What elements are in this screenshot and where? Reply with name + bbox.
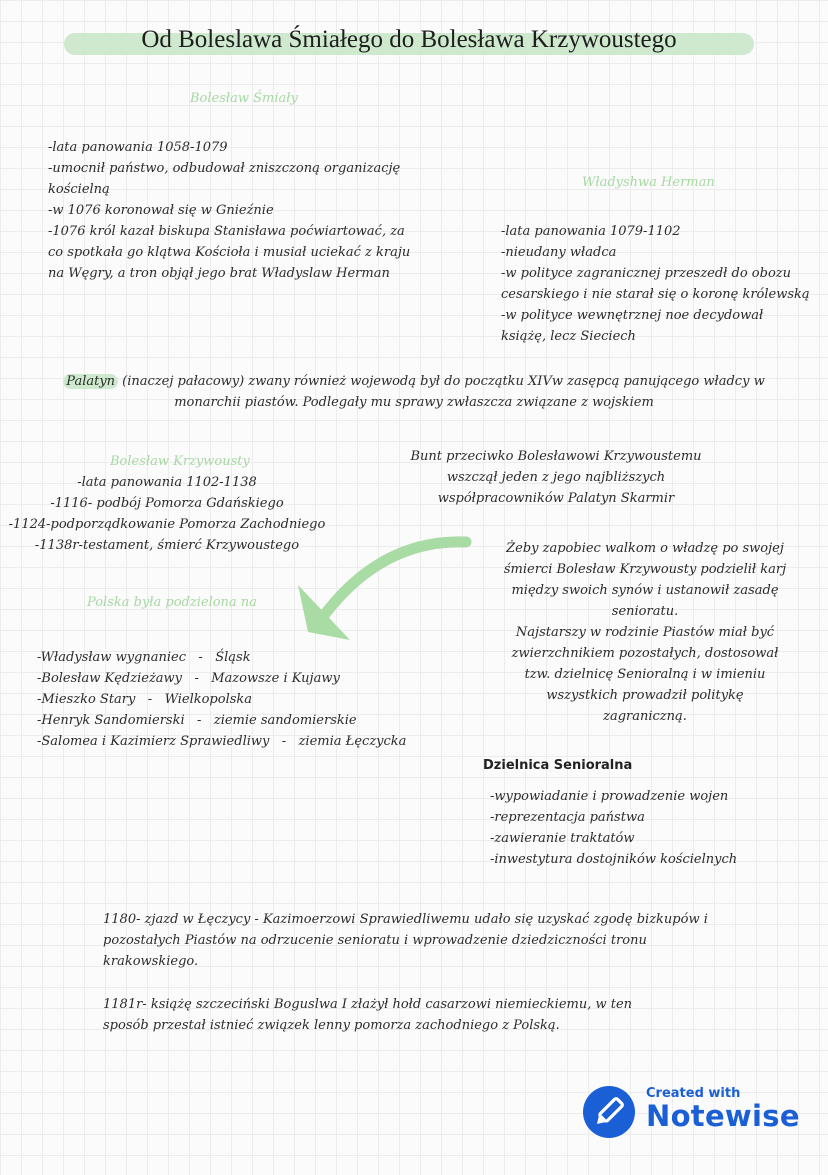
note-line: -reprezentacja państwa <box>490 810 645 825</box>
palatyn-line-1-text: (inaczej pałacowy) zwany również wojewodą był do początku XIVw zasępcą panującego władcy w <box>118 374 765 389</box>
note-line: -zawieranie traktatów <box>490 831 635 846</box>
notewise-logo <box>582 1083 812 1143</box>
note-line: -lata panowania 1102-1138 <box>77 475 257 490</box>
palatyn-highlight: Palatyn <box>63 374 118 389</box>
note-line: 1180- zjazd w Łęczycy - Kazimoerzowi Sprawiedliwemu udało się uzyskać zgodę bizkupów i <box>103 912 708 927</box>
pencil-icon <box>582 1085 636 1139</box>
curved-arrow-icon <box>290 530 480 645</box>
note-line: -w polityce zagranicznej przeszedł do obozu <box>501 266 792 281</box>
heading-podzial: Polska była podzielona na <box>87 595 257 610</box>
heading-boleslaw-smialy: Bolesław Śmiały <box>190 91 298 106</box>
note-line: co spotkała go klątwa Kościoła i musiał uciekać z kraju <box>48 245 411 260</box>
list-item: -Bolesław Kędzieżawy - Mazowsze i Kujawy <box>37 671 340 686</box>
wladyslaw-herman-notes <box>501 221 810 347</box>
note-line: -lata panowania 1058-1079 <box>48 140 228 155</box>
note-line: śmierci Bolesław Krzywousty podzielił karj <box>503 562 787 577</box>
heading-dzielnica-senioralna: Dzielnica Senioralna <box>483 758 633 773</box>
note-line: na Węgry, a tron objął jego brat Władyslaw Herman <box>48 266 390 281</box>
note-line: Najstarszy w rodzinie Piastów miał być <box>515 625 775 640</box>
note-line: -lata panowania 1079-1102 <box>501 224 681 239</box>
palatyn-note <box>24 371 804 413</box>
note-line: zagraniczną. <box>603 709 687 724</box>
note-line: -1116- podbój Pomorza Gdańskiego <box>50 496 284 511</box>
note-line: tzw. dzielnicę Senioralną i w imieniu <box>524 667 766 682</box>
list-item: -Mieszko Stary - Wielkopolska <box>37 692 253 707</box>
note-line: między swoich synów i ustanowił zasadę <box>511 583 779 598</box>
note-line: -inwestytura dostojników kościelnych <box>490 852 738 867</box>
heading-wladyslaw-herman: Władyshwa Herman <box>582 175 715 190</box>
note-line: książę, lecz Sieciech <box>501 329 636 344</box>
list-item: -Henryk Sandomierski - ziemie sandomierskie <box>37 713 357 728</box>
note-line: wszczął jeden z jego najbliższych <box>446 470 666 485</box>
note-line: -w 1076 koronował się w Gnieźnie <box>48 203 274 218</box>
note-line: 1181r- książę szczeciński Boguslwa I złażył hołd casarzowi niemieckiemu, w ten <box>103 997 633 1012</box>
note-line: -nieudany władca <box>501 245 617 260</box>
testament-note <box>480 538 810 727</box>
note-line: współpracowników Palatyn Skarmir <box>437 491 675 506</box>
note-line: -1076 król kazał biskupa Stanisława poćwiartować, za <box>48 224 405 239</box>
list-item: -Salomea i Kazimierz Sprawiedliwy - ziemia Łęczycka <box>37 734 407 749</box>
note-line: kościelną <box>48 182 110 197</box>
palatyn-line-2: monarchii piastów. Podlegały mu sprawy zwłaszcza związane z wojskiem <box>174 395 654 410</box>
note-line: sposób przestał istnieć związek lenny pomorza zachodniego z Polską. <box>103 1018 560 1033</box>
note-line: -1138r-testament, śmierć Krzywoustego <box>34 538 300 553</box>
page-title: Od Boleslawa Śmiałego do Bolesława Krzywoustego <box>141 26 677 53</box>
note-line: cesarskiego i nie starał się o koronę królewską <box>501 287 810 302</box>
note-line: krakowskiego. <box>103 954 199 969</box>
podzial-list <box>37 647 406 752</box>
logo-brand: Notewise <box>646 1099 800 1133</box>
dzielnica-notes <box>490 786 737 870</box>
logo-created-with: Created with <box>646 1086 741 1101</box>
boleslaw-krzywousty-notes <box>2 472 332 556</box>
note-line: Żeby zapobiec walkom o władzę po swojej <box>506 541 784 556</box>
bunt-note <box>386 446 726 509</box>
note-line: -1124-podporządkowanie Pomorza Zachodniego <box>8 517 326 532</box>
hold-1181-note <box>103 994 632 1036</box>
heading-boleslaw-krzywousty: Bolesław Krzywousty <box>110 454 250 469</box>
note-line: wszystkich prowadził politykę <box>546 688 744 703</box>
palatyn-line-1 <box>24 371 804 392</box>
note-line: zwierzchnikiem pozostałych, dostosował <box>511 646 779 661</box>
note-line: senioratu. <box>611 604 679 619</box>
note-line: -w polityce wewnętrznej noe decydował <box>501 308 764 323</box>
list-item: -Władysław wygnaniec - Śląsk <box>37 650 251 665</box>
note-line: -umocnił państwo, odbudował zniszczoną organizację <box>48 161 401 176</box>
note-line: Bunt przeciwko Bolesławowi Krzywoustemu <box>410 449 702 464</box>
boleslaw-smialy-notes <box>48 137 410 284</box>
note-line: -wypowiadanie i prowadzenie wojen <box>490 789 729 804</box>
note-line: pozostałych Piastów na odrzucenie senioratu i wprowadzenie dziedziczności tronu <box>103 933 647 948</box>
zjazd-1180-note <box>103 909 708 972</box>
